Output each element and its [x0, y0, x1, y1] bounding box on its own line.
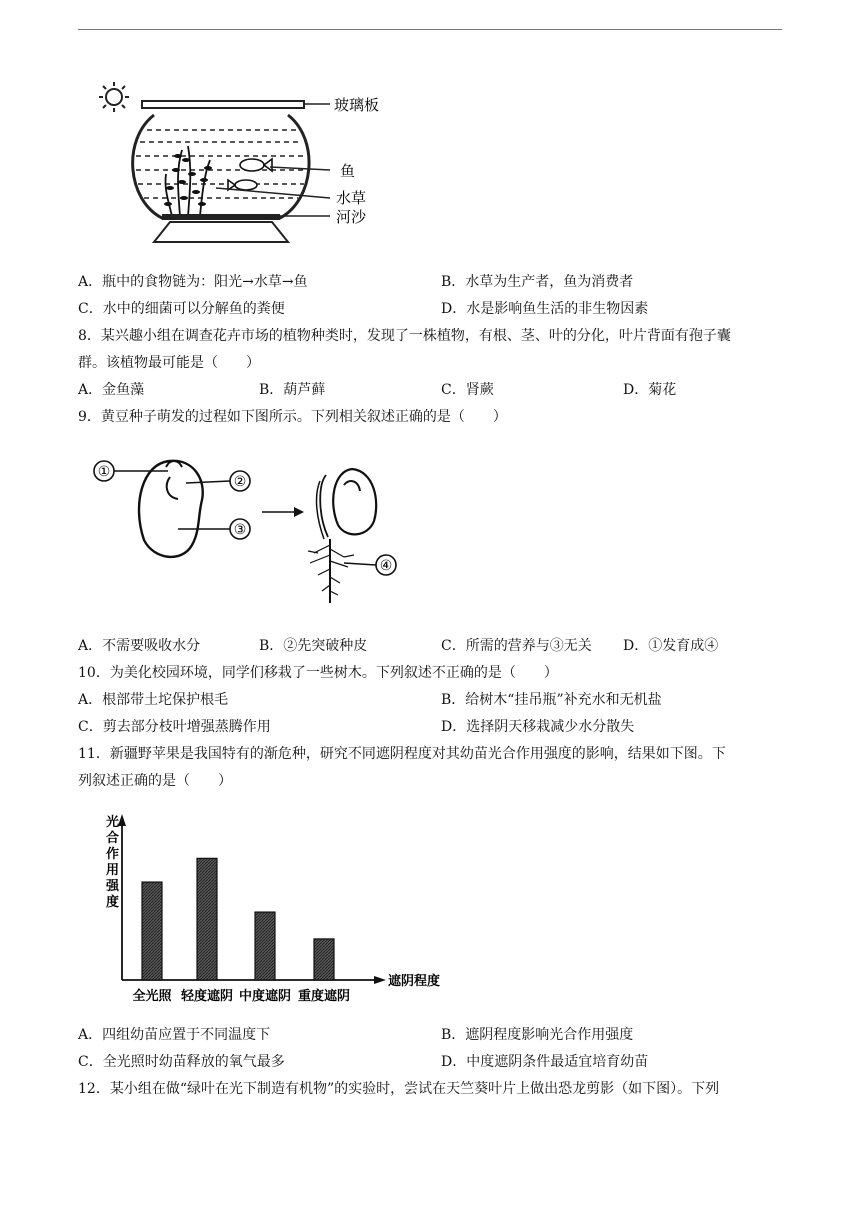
y-axis-label: 光合作用强度 — [106, 815, 120, 910]
label-glass: 玻璃板 — [334, 96, 380, 114]
label-4: ④ — [379, 558, 393, 574]
q11-option-c: C．全光照时幼苗释放的氧气最多 — [78, 1054, 285, 1070]
q8-option-d: D．菊花 — [623, 382, 677, 398]
q11-option-b: B．遮阴程度影响光合作用强度 — [441, 1027, 634, 1043]
q9-stem: 9．黄豆种子萌发的过程如下图所示。下列相关叙述正确的是（ ） — [78, 409, 507, 425]
q9-option-d: D．①发育成④ — [623, 638, 719, 654]
bar-1 — [142, 882, 162, 980]
q10-option-a: A．根部带土坨保护根毛 — [78, 692, 229, 708]
fishbowl-figure — [92, 70, 412, 250]
seed-germination-figure — [82, 445, 412, 625]
q8-option-a: A．金鱼藻 — [78, 382, 145, 398]
bar-2 — [197, 858, 217, 980]
q8-option-b: B．葫芦藓 — [259, 382, 326, 398]
label-1: ① — [97, 464, 111, 480]
q7-option-a: A．瓶中的食物链为：阳光→水草→鱼 — [78, 274, 308, 290]
q8-stem-line1: 8．某兴趣小组在调查花卉市场的植物种类时，发现了一株植物，有根、茎、叶的分化，叶片背面有孢子囊 — [78, 328, 731, 344]
label-3: ③ — [233, 522, 247, 538]
x-tick-label-1: 全光照 — [132, 989, 172, 1004]
label-plant: 水草 — [336, 189, 367, 207]
q11-option-a: A．四组幼苗应置于不同温度下 — [78, 1027, 271, 1043]
header-rule — [78, 29, 782, 30]
x-tick-label-3: 中度遮阴 — [238, 989, 292, 1004]
q11-option-d: D．中度遮阴条件最适宜培育幼苗 — [441, 1054, 649, 1070]
q10-option-b: B．给树木“挂吊瓶”补充水和无机盐 — [441, 692, 662, 708]
x-tick-label-2: 轻度遮阴 — [180, 989, 234, 1004]
q9-option-b: B．②先突破种皮 — [259, 638, 368, 654]
sun-icon — [99, 82, 129, 112]
q9-option-c: C．所需的营养与③无关 — [441, 638, 592, 654]
shading-chart — [94, 810, 454, 1010]
q8-stem-line2: 群。该植物最可能是（ ） — [78, 355, 260, 371]
q11-stem-line2: 列叙述正确的是（ ） — [78, 773, 232, 789]
q7-option-c: C．水中的细菌可以分解鱼的粪便 — [78, 301, 285, 317]
q10-stem: 10．为美化校园环境，同学们移栽了一些树木。下列叙述不正确的是（ ） — [78, 665, 558, 681]
q12-stem-line1: 12．某小组在做“绿叶在光下制造有机物”的实验时，尝试在天竺葵叶片上做出恐龙剪影（如下图）。下列 — [78, 1081, 720, 1097]
q11-stem-line1: 11．新疆野苹果是我国特有的渐危种，研究不同遮阴程度对其幼苗光合作用强度的影响，结果如下图。下 — [78, 746, 726, 762]
q8-option-c: C．肾蕨 — [441, 382, 494, 398]
q7-option-d: D．水是影响鱼生活的非生物因素 — [441, 301, 649, 317]
x-axis-label: 遮阴程度 — [388, 974, 441, 989]
label-2: ② — [233, 474, 247, 490]
bar-3 — [255, 912, 275, 980]
label-fish: 鱼 — [340, 162, 356, 180]
x-tick-label-4: 重度遮阴 — [297, 989, 351, 1004]
q7-option-b: B．水草为生产者，鱼为消费者 — [441, 274, 634, 290]
q10-option-d: D．选择阴天移栽减少水分散失 — [441, 719, 635, 735]
label-sand: 河沙 — [336, 208, 367, 226]
q9-option-a: A．不需要吸收水分 — [78, 638, 201, 654]
bar-4 — [314, 939, 334, 980]
q10-option-c: C．剪去部分枝叶增强蒸腾作用 — [78, 719, 271, 735]
